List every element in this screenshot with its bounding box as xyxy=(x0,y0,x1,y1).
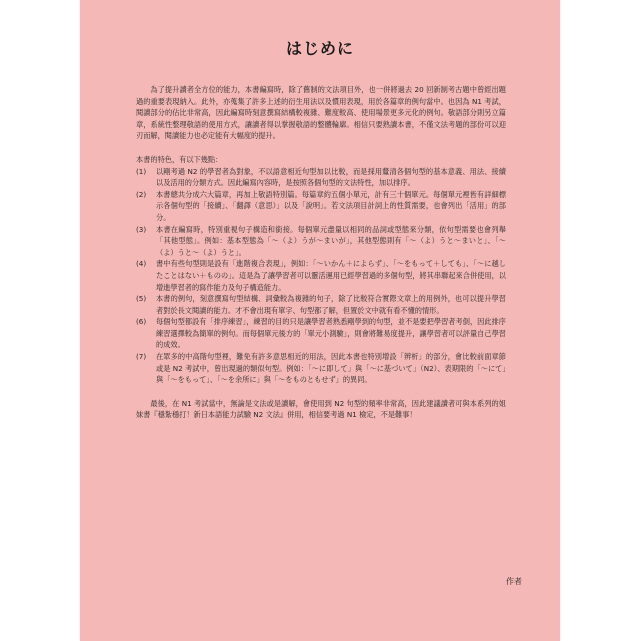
features-list xyxy=(136,166,506,386)
list-item-number: (3) xyxy=(136,224,147,234)
list-item-text: 書中有些句型則是設有「進階複合表現」，例如：「〜いかん＋によらず」、「〜をもって＋しても」、「〜に越したことはない＋ものの」。這是為了讓學習者可以靈活運用已經學習過的多個句型，將其串聯起來合併使用，以增進學習者的寫作能力及句子構造能力。 xyxy=(156,259,506,292)
book-page xyxy=(80,0,560,641)
list-item xyxy=(136,189,506,224)
closing-paragraph: 最後，在 N1 考試當中，無論是文法或是讀解，會使用到 N2 句型的頻率非常高，因此建議讀者可與本系列的姐妹書『穩紮穩打！新日本語能力試驗 N2 文法』併用，相信要考過 N1 檢定，不是難事！ xyxy=(136,398,506,420)
list-item-number: (2) xyxy=(136,189,147,199)
list-item-text: 本書總共分成六大篇章，再加上敬語特別篇。每篇章約五個小單元，計有三十個單元。每個單元裡皆有詳細標示各個句型的「接續」、「翻譯（意思）」以及「說明」。若文法項目計詞上的性質需要，也會列出「活用」的部分。 xyxy=(156,189,506,222)
list-item xyxy=(136,224,506,259)
intro-paragraph: 為了提升讀者全方位的能力，本書編寫時，除了舊制的文法項目外，也一併將過去 20 回新制考古題中曾經出題過的重要表現納入。此外，亦蒐集了許多上述的衍生用法以及慣用表現，用於各篇章的例句當中。也因為 N1 考試，閱讀部分的佔比非常高，因此編寫時刻意撰寫結構較複雜、難度較高、使用場景更多元化的例句。敬語部分則另立篇章，系統性整理敬語的使用方式，讓讀者得以掌握敬語的整體輪廓。相信只要熟讀本書，不僅文法考題的部份可以迎刃而解，閱讀能力也必定能有大幅度的提升。 xyxy=(136,85,506,141)
paragraph-spacer xyxy=(136,142,506,154)
list-item-number: (5) xyxy=(136,294,147,304)
list-item-number: (7) xyxy=(136,352,147,362)
list-item xyxy=(136,316,506,351)
list-item xyxy=(136,258,506,293)
list-item xyxy=(136,293,506,316)
list-item-text: 在眾多的中高階句型裡，難免有許多意思相近的用法，因此本書也特別增設「辨析」的部分，會比較前面章節或是 N2 考試中，曾出現過的類似句型。例如：「〜に即して」與「〜に基づいて」（N2）、表期限的「〜にて」與「〜をもって」、「〜を余所に」與「〜をものともせず」的異同。 xyxy=(156,352,506,385)
list-item-text: 本書在編寫時，特別重視句子構造和銜接。每個單元盡量以相同的品詞或型態來分類，依句型需要也會列舉「其他型態」。例如：基本型態為「〜（よ）うが〜まいが」，其他型態則有「〜（よ）うと〜まいと」、「〜（よ）うと〜（よ）うと」。 xyxy=(156,224,506,257)
author-signature: 作者 xyxy=(506,577,522,586)
features-heading: 本書的特色，有以下幾點： xyxy=(136,154,223,164)
paragraph-spacer xyxy=(136,386,506,398)
page-title: はじめに xyxy=(285,39,354,58)
page-content xyxy=(136,84,506,421)
list-item-text: 本書的例句，刻意撰寫句型結構、詞彙較為複雜的句子，除了比較符合實際文章上的用例外，也可以提升學習者對於長文閱讀的能力。才不會出現有單字、句型都了解，但置於文中就有看不懂的情形。 xyxy=(156,294,506,315)
list-item-text: 以剛考過 N2 的學習者為對象，不以語意相近句型加以比較，而是採用釐清各個句型的基本意義、用法、接續以及活用的分類方式。因此編寫內容時，是按照各個句型的文法特性，加以排序。 xyxy=(156,166,506,188)
list-item xyxy=(136,166,506,189)
list-item xyxy=(136,351,506,386)
list-item-number: (6) xyxy=(136,317,147,327)
list-item-number: (1) xyxy=(136,166,147,176)
list-item-number: (4) xyxy=(136,259,147,269)
list-item-text: 每個句型都設有「排序練習」，練習的目的只是讓學習者熟悉剛學到的句型，並不是要把學習者考倒，因此排序練習選擇較為簡單的例句。而每個單元後方的「單元小測驗」，則會將難易度提升，讓學習者可以評量自己學習的成效。 xyxy=(156,317,506,350)
